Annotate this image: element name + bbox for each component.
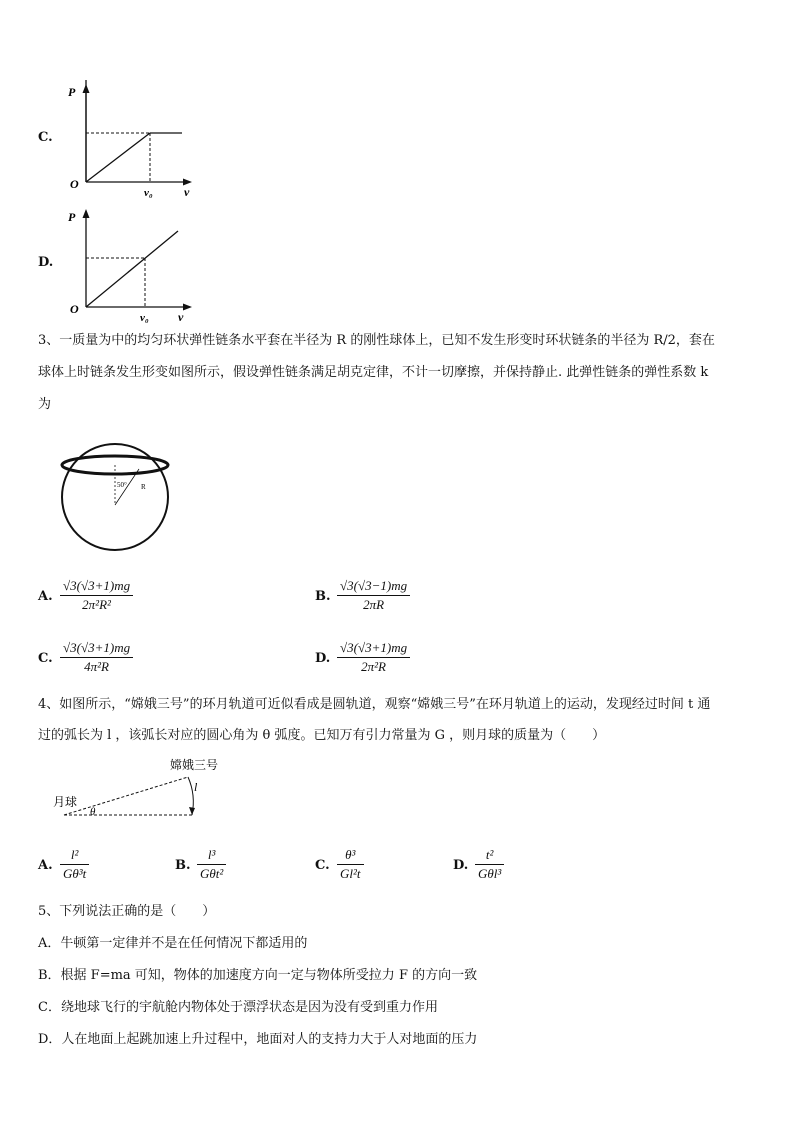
q4-option-d-label: D. xyxy=(453,858,469,873)
origin-label: O xyxy=(70,177,79,191)
q5-option-c: C．绕地球飞行的宇航舱内物体处于漂浮状态是因为没有受到重力作用 xyxy=(38,1000,438,1015)
q4-stem-line1: 4、如图所示，“嫦娥三号”的环月轨道可近似看成是圆轨道，观察“嫦娥三号”在环月轨道上的运动，发现经过时间 t 通 xyxy=(38,697,711,712)
moon-label: 月球 xyxy=(53,795,78,809)
q3-option-d-label: D. xyxy=(315,651,331,666)
radius-label: R xyxy=(141,483,146,491)
x-axis-label: v xyxy=(184,185,190,199)
q3-option-a-fraction: $\frac{√3(√3+1)mg}{\text{2π²R²}}$ xyxy=(60,577,133,614)
q4-option-b-label: B. xyxy=(175,858,191,873)
q5-stem: 5、下列说法正确的是（ ） xyxy=(38,904,216,919)
option-label-c-graph: C. xyxy=(38,130,53,145)
q4-option-c-fraction: $\frac{\text{θ³}}{\text{Gl²t}}$ xyxy=(337,846,364,883)
q3-option-c-label: C. xyxy=(38,651,53,666)
q4-option-c-label: C. xyxy=(315,858,330,873)
x-axis-label: v xyxy=(178,310,184,324)
x-tick-label: v₀ xyxy=(140,312,149,324)
y-axis-label: P xyxy=(68,210,76,224)
q3-stem-line1: 3、一质量为中的均匀环状弹性链条水平套在半径为 R 的刚性球体上，已知不发生形变时环状链条的半径为 R/2，套在 xyxy=(38,333,715,348)
q4-option-b-fraction: l³ Gθt² xyxy=(197,846,226,883)
angle-label: 50° xyxy=(117,481,127,489)
q4-option-d-fraction: t² Gθl³ xyxy=(475,846,504,883)
q3-option-b-fraction: $\frac{√3(√3-1)mg}{2\pi R}$ xyxy=(337,577,410,614)
sphere-chain-figure xyxy=(55,425,180,555)
satellite-label: 嫦娥三号 xyxy=(170,758,219,772)
q5-option-a: A．牛顿第一定律并不是在任何情况下都适用的 xyxy=(38,936,308,951)
q5-option-d: D．人在地面上起跳加速上升过程中，地面对人的支持力大于人对地面的压力 xyxy=(38,1032,478,1047)
q3-option-d-fraction: $\frac{√3(√3+1)mg}{\text{2π²R}}$ xyxy=(337,639,410,676)
graph-d xyxy=(60,205,200,325)
graph-c xyxy=(60,80,200,200)
y-axis-label: P xyxy=(68,85,76,99)
q5-option-b: B．根据 F=ma 可知，物体的加速度方向一定与物体所受拉力 F 的方向一致 xyxy=(38,968,478,983)
arc-label: l xyxy=(194,780,198,794)
q3-stem-line3: 为 xyxy=(38,397,52,412)
option-label-d-graph: D. xyxy=(38,255,54,270)
q3-option-c-fraction: $\frac{√3(√3+1)mg}{\text{4π²R}}$ xyxy=(60,639,133,676)
orbit-figure xyxy=(50,755,230,825)
q3-option-a-label: A. xyxy=(38,589,53,604)
q3-option-b-label: B. xyxy=(315,589,331,604)
x-tick-label: v₀ xyxy=(144,187,153,199)
origin-label: O xyxy=(70,302,79,316)
angle-label: θ xyxy=(90,806,96,818)
q3-stem-line2: 球体上时链条发生形变如图所示，假设弹性链条满足胡克定律，不计一切摩擦，并保持静止. 此弹性链条的弹性系数 k xyxy=(38,365,709,380)
q4-stem-line2: 过的弧长为 l ，该弧长对应的圆心角为 θ 弧度。已知万有引力常量为 G ，则月球的质量为（ ） xyxy=(38,728,606,743)
q4-option-a-fraction: $\frac{\text{l²}}{\text{Gθ³t}}$ xyxy=(60,846,89,883)
q4-option-a-label: A. xyxy=(38,858,53,873)
